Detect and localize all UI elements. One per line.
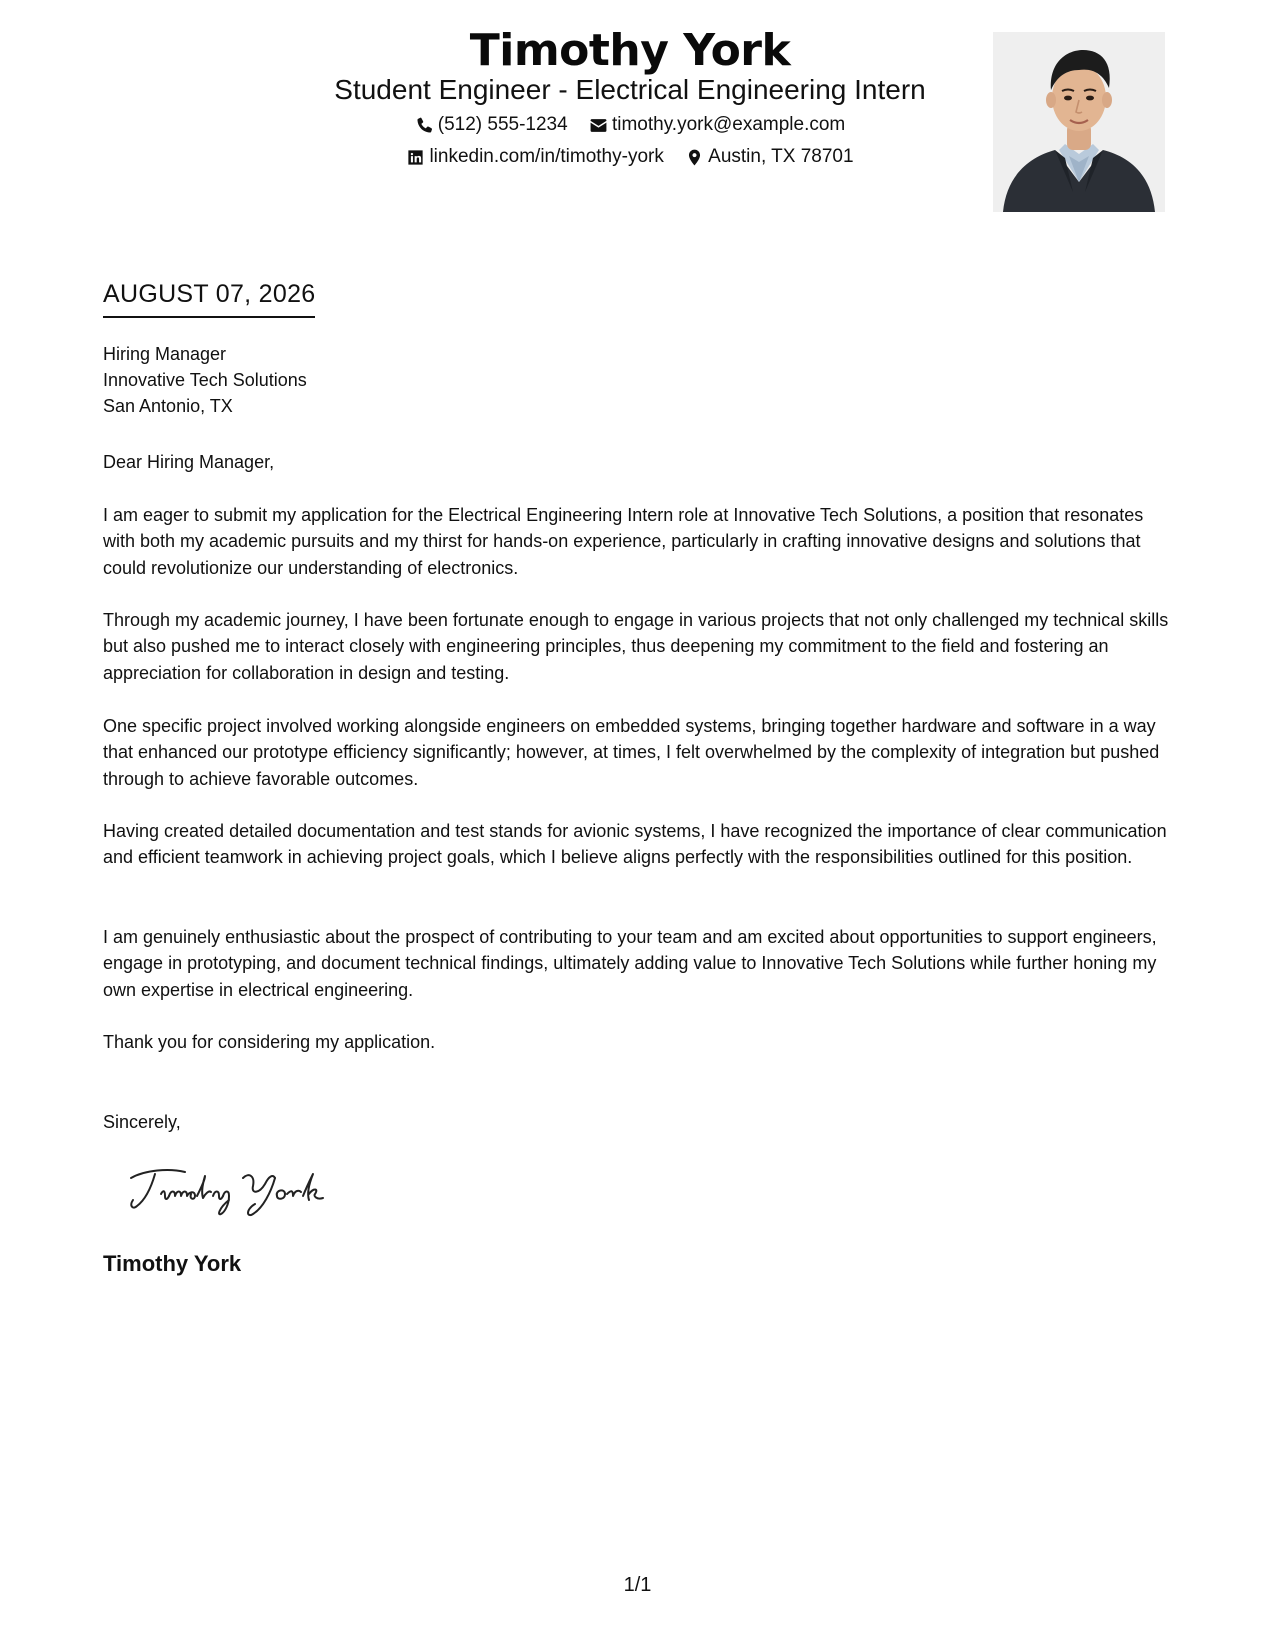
recipient-line: San Antonio, TX: [103, 396, 233, 416]
linkedin-text: linkedin.com/in/timothy-york: [429, 146, 664, 167]
signoff: Sincerely,: [103, 1112, 181, 1132]
recipient-line: Hiring Manager: [103, 344, 227, 364]
email-text: timothy.york@example.com: [611, 114, 846, 135]
signature-graphic: [125, 1160, 345, 1220]
contact-phone: [415, 112, 568, 138]
closing-thanks: Thank you for considering my application.: [103, 1032, 436, 1052]
recipient-block: [103, 341, 307, 419]
linkedin-icon: [406, 148, 425, 167]
body-paragraph: Through my academic journey, I have been fortunate enough to engage in various projects that not only challenged my technical skills but also pushed me to interact closely with engineering principles, thus deepening my commitment to the field and fostering an appreciation for collaboration in design and testing.: [103, 610, 1169, 683]
signer-name: Timothy York: [103, 1251, 242, 1276]
body-paragraph: I am genuinely enthusiastic about the prospect of contributing to your team and am excited about opportunities to support engineers, engage in prototyping, and document technical findings, ultimately adding value to Innovative Tech Solutions while further honing my own expertise in electrical engineering.: [103, 927, 1157, 1000]
applicant-title: Student Engineer - Electrical Engineering Intern: [334, 74, 926, 105]
profile-photo: [993, 32, 1165, 212]
page-number: 1/1: [623, 1574, 652, 1596]
letter-header: [0, 22, 1275, 222]
location-text: Austin, TX 78701: [708, 146, 854, 167]
map-marker-icon: [685, 148, 704, 167]
body-paragraph: Having created detailed documentation and test stands for avionic systems, I have recognized the importance of clear communication and efficient teamwork in achieving project goals, which I believe aligns perfectly with the responsibilities outlined for this position.: [103, 821, 1167, 868]
contact-email: [589, 112, 845, 138]
applicant-name: Timothy York: [469, 25, 791, 76]
salutation: Dear Hiring Manager,: [103, 452, 275, 472]
letter-date: AUGUST 07, 2026: [103, 278, 315, 318]
contact-location: [685, 144, 853, 170]
portrait-illustration: [993, 32, 1165, 212]
handwritten-signature: [125, 1160, 345, 1220]
body-paragraph: One specific project involved working alongside engineers on embedded systems, bringing together hardware and software in a way that enhanced our prototype efficiency significantly; however, at times, I felt overwhelmed by the complexity of integration but pushed through to achieve favorable outcomes.: [103, 716, 1160, 789]
phone-text: (512) 555-1234: [437, 114, 568, 135]
envelope-icon: [589, 116, 608, 135]
contact-linkedin: [406, 144, 663, 170]
body-paragraph: I am eager to submit my application for the Electrical Engineering Intern role at Innovative Tech Solutions, a position that resonates with both my academic pursuits and my thirst for hands-on experience, particularly in crafting innovative designs and solutions that could revolutionize our understanding of electronics.: [103, 505, 1144, 578]
phone-icon: [415, 116, 434, 135]
recipient-line: Innovative Tech Solutions: [103, 370, 307, 390]
